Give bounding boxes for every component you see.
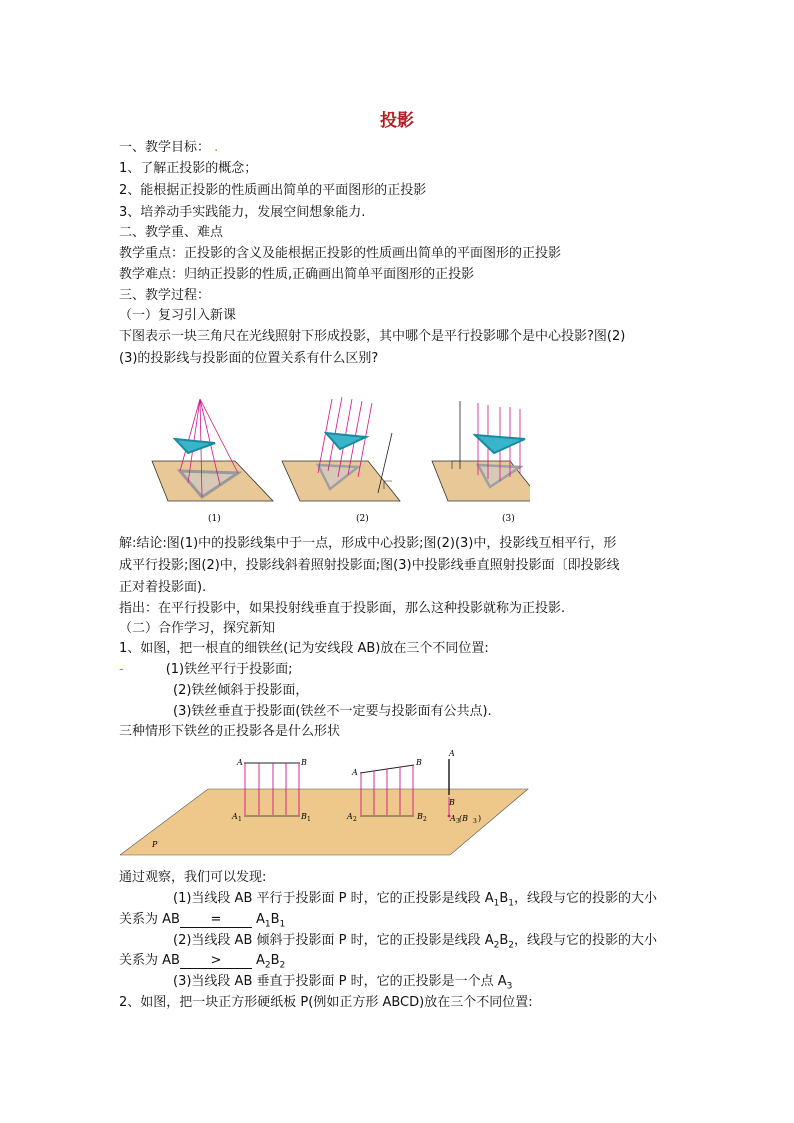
difficult-point: 教学难点：归纳正投影的性质,正确画出简单平面图形的正投影 (119, 267, 475, 282)
svg-text:(B: (B (459, 814, 468, 823)
svg-text:A: A (237, 758, 243, 767)
svg-text:B: B (416, 758, 422, 767)
intro-text: (3)的投影线与投影面的位置关系有什么区别? (119, 351, 379, 366)
figure-orthographic-projection (432, 401, 530, 501)
definition-text: 指出：在平行投影中，如果投射线垂直于投影面，那么这种投影就称为正投影. (119, 601, 566, 616)
svg-text:B: B (301, 758, 307, 767)
observation-1-relation: 关系为 AB = $A_1B_1$ (119, 912, 286, 930)
svg-text:3: 3 (473, 818, 477, 825)
part-heading: （一）复习引入新课 (119, 308, 237, 323)
figure-label: (3) (502, 514, 515, 524)
svg-text:1: 1 (307, 816, 311, 823)
section-heading-goals: 一、教学目标： . (119, 140, 219, 155)
part-heading: （二）合作学习，探究新知 (119, 621, 276, 636)
svg-text:P: P (152, 840, 158, 849)
svg-text:2: 2 (423, 816, 427, 823)
observation-2-relation: 关系为 AB > $A_2B_2$ (119, 953, 286, 971)
key-point: 教学重点：正投影的含义及能根据正投影的性质画出简单的平面图形的正投影 (119, 246, 562, 261)
observation-2: (2)当线段 AB 倾斜于投影面 P 时，它的正投影是线段 $A_2B_2$，线段与它的投影的大小 (173, 933, 658, 951)
observe-heading: 通过观察，我们可以发现: (119, 870, 267, 885)
figure-label: (1) (208, 514, 221, 524)
question-text: 1、如图，把一根直的细铁丝(记为安线段 AB)放在三个不同位置: (119, 641, 489, 656)
svg-text:A: A (449, 749, 455, 758)
question-option: (2)铁丝倾斜于投影面， (173, 683, 309, 698)
question-option: - (1)铁丝平行于投影面; (119, 662, 293, 677)
goal-item: 3、培养动手实践能力，发展空间想象能力. (119, 205, 366, 220)
svg-text:): ) (478, 814, 482, 823)
wire-projection-figure (120, 745, 530, 860)
answer-text: 解:结论:图(1)中的投影线集中于一点，形成中心投影;图(2)(3)中，投影线互相平行，形 (119, 536, 617, 551)
svg-text:A: A (450, 814, 456, 823)
observation-3: (3)当线段 AB 垂直于投影面 P 时，它的正投影是一个点 $A_3$ (173, 974, 513, 992)
svg-text:B: B (301, 812, 307, 821)
svg-text:A: A (352, 768, 358, 777)
svg-text:A: A (232, 812, 238, 821)
intro-text: 下图表示一块三角尺在光线照射下形成投影，其中哪个是平行投影哪个是中心投影?图(2) (119, 329, 626, 344)
answer-text: 正对着投影面). (119, 580, 207, 595)
question-2-text: 2、如图，把一块正方形硬纸板 P(例如正方形 ABCD)放在三个不同位置: (119, 995, 533, 1010)
svg-text:2: 2 (353, 816, 357, 823)
svg-text:B: B (417, 812, 423, 821)
observation-1: (1)当线段 AB 平行于投影面 P 时，它的正投影是线段 $A_1B_1$，线段与它的投影的大小 (173, 891, 658, 909)
answer-text: 成平行投影;图(2)中，投影线斜着照射投影面;图(3)中投影线垂直照射投影面〔即投影线 (119, 558, 620, 573)
goal-item: 1、了解正投影的概念； (119, 161, 258, 176)
svg-text:3: 3 (456, 818, 460, 825)
svg-text:A: A (347, 812, 353, 821)
figure-label: (2) (356, 514, 369, 524)
projection-figure-1 (130, 393, 530, 525)
svg-text:1: 1 (238, 816, 242, 823)
svg-text:B: B (449, 798, 455, 807)
figure-central-projection (152, 399, 273, 501)
goal-item: 2、能根据正投影的性质画出简单的平面图形的正投影 (119, 183, 427, 198)
page-title: 投影 (380, 111, 414, 131)
question-option: (3)铁丝垂直于投影面(铁丝不一定要与投影面有公共点). (173, 704, 492, 719)
section-heading-key: 二、教学重、难点 (119, 225, 224, 240)
section-heading-process: 三、教学过程： (119, 288, 211, 303)
figure-oblique-projection (282, 397, 400, 501)
question-text: 三种情形下铁丝的正投影各是什么形状 (119, 724, 341, 739)
